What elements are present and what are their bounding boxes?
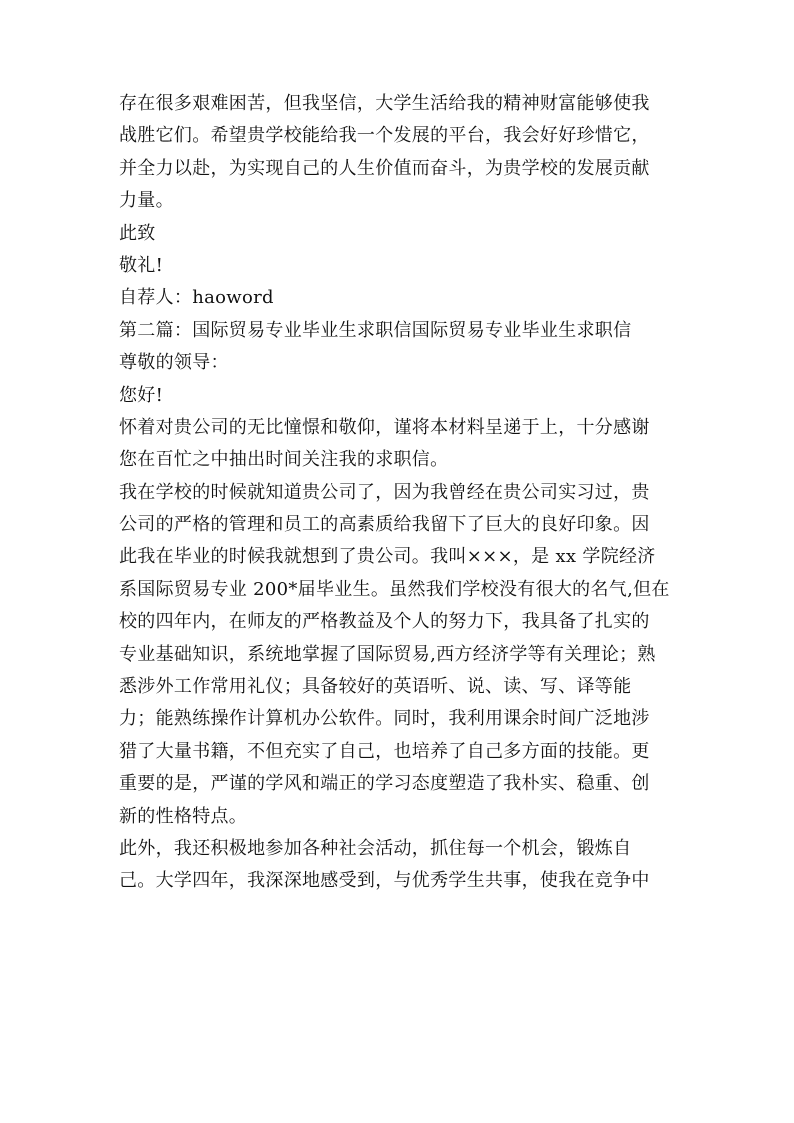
text-line: 系国际贸易专业 200*届毕业生。虽然我们学校没有很大的名气,但在 bbox=[119, 578, 670, 600]
text-line: 校的四年内，在师友的严格教益及个人的努力下，我具备了扎实的 bbox=[119, 611, 650, 633]
text-line: 新的性格特点。 bbox=[119, 805, 248, 827]
text-line: 公司的严格的管理和员工的高素质给我留下了巨大的良好印象。因 bbox=[119, 514, 650, 536]
text-line: 悉涉外工作常用礼仪；具备较好的英语听、说、读、写、译等能 bbox=[119, 676, 632, 698]
text-line: 第二篇：国际贸易专业毕业生求职信国际贸易专业毕业生求职信 bbox=[119, 319, 632, 341]
text-line: 此致 bbox=[119, 222, 156, 244]
text-line: 此外，我还积极地参加各种社会活动，抓住每一个机会，锻炼自 bbox=[119, 837, 632, 859]
text-line: 专业基础知识，系统地掌握了国际贸易,西方经济学等有关理论；熟 bbox=[119, 643, 656, 665]
text-line: 力量。 bbox=[119, 190, 174, 212]
text-line: 敬礼! bbox=[119, 254, 164, 276]
text-line: 您好! bbox=[119, 384, 164, 406]
text-line: 尊敬的领导： bbox=[119, 352, 229, 374]
text-line: 己。大学四年，我深深地感受到，与优秀学生共事，使我在竞争中 bbox=[119, 870, 650, 892]
text-line: 存在很多艰难困苦，但我坚信，大学生活给我的精神财富能够使我 bbox=[119, 93, 650, 114]
text-line: 力；能熟练操作计算机办公软件。同时，我利用课余时间广泛地涉 bbox=[119, 708, 650, 730]
text-line: 自荐人：haoword bbox=[119, 287, 274, 309]
text-line: 重要的是，严谨的学风和端正的学习态度塑造了我朴实、稳重、创 bbox=[119, 773, 650, 795]
text-line: 猎了大量书籍，不但充实了自己，也培养了自己多方面的技能。更 bbox=[119, 740, 650, 762]
text-line: 并全力以赴，为实现自己的人生价值而奋斗，为贵学校的发展贡献 bbox=[119, 157, 650, 179]
document-body bbox=[119, 88, 679, 898]
text-line: 您在百忙之中抽出时间关注我的求职信。 bbox=[119, 449, 449, 471]
text-line: 此我在毕业的时候我就想到了贵公司。我叫×××，是 xx 学院经济 bbox=[119, 546, 656, 568]
text-line: 战胜它们。希望贵学校能给我一个发展的平台，我会好好珍惜它， bbox=[119, 125, 650, 147]
text-line: 怀着对贵公司的无比憧憬和敬仰，谨将本材料呈递于上，十分感谢 bbox=[119, 416, 650, 438]
text-line: 我在学校的时候就知道贵公司了，因为我曾经在贵公司实习过，贵 bbox=[119, 481, 650, 503]
